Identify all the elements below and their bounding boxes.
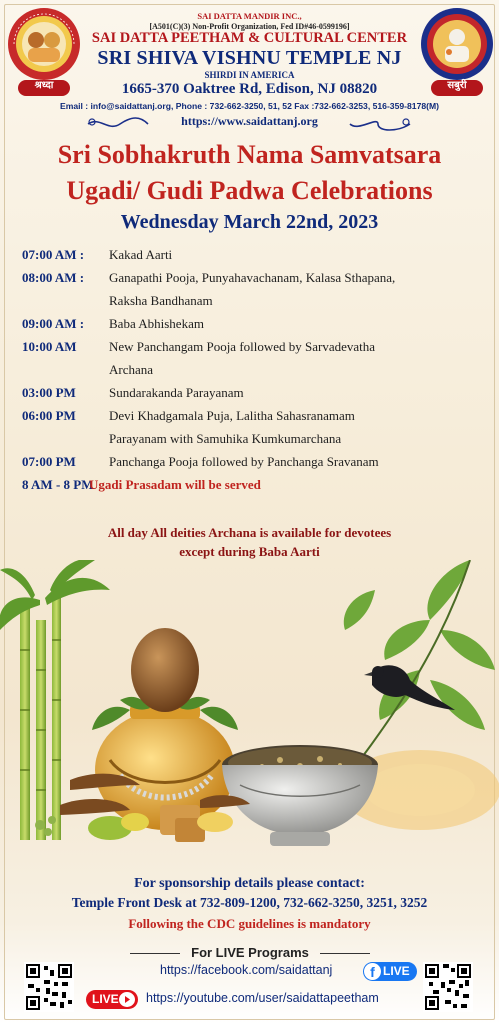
schedule-time: 8 AM - 8 PM <box>22 477 94 492</box>
qr-code-left-icon[interactable] <box>24 962 74 1012</box>
tagline: SHIRDI IN AMERICA <box>204 70 295 80</box>
schedule-event: Sundarakanda Parayanam <box>109 385 244 400</box>
schedule-event: Parayanam with Samuhika Kumkumarchana <box>109 431 342 446</box>
address: 1665-370 Oaktree Rd, Edison, NJ 08820 <box>121 81 378 97</box>
schedule-row <box>22 405 482 428</box>
schedule-event: Devi Khadgamala Puja, Lalitha Sahasranamam <box>109 408 355 423</box>
schedule-row <box>22 359 482 382</box>
schedule-row <box>22 428 482 451</box>
facebook-live-badge[interactable] <box>363 962 417 981</box>
schedule-time: 03:00 PM <box>22 385 76 400</box>
schedule-event: Ugadi Prasadam will be served <box>89 477 261 492</box>
schedule-time: 07:00 PM <box>22 454 76 469</box>
schedule-event: Kakad Aarti <box>109 247 173 262</box>
event-title-line1: Sri Sobhakruth Nama Samvatsara <box>57 140 442 169</box>
cdc-note: Following the CDC guidelines is mandatory <box>128 916 371 931</box>
note-line1: All day All deities Archana is available for devotees <box>107 525 392 540</box>
live-heading-text: For LIVE Programs <box>191 945 309 960</box>
schedule-time: 09:00 AM : <box>22 316 85 331</box>
schedule-event: Archana <box>109 362 154 377</box>
schedule-time: 10:00 AM <box>22 339 77 354</box>
badge-label: LIVE <box>92 992 119 1006</box>
youtube-live-badge[interactable] <box>86 990 138 1009</box>
youtube-link[interactable]: https://youtube.com/user/saidattapeetham <box>146 991 379 1005</box>
center-name: SAI DATTA PEETHAM & CULTURAL CENTER <box>91 30 408 46</box>
logo-left-label: श्रध्दा <box>34 80 54 91</box>
header <box>0 0 499 140</box>
org-name: SAI DATTA MANDIR INC., <box>197 11 302 21</box>
event-date: Wednesday March 22nd, 2023 <box>120 211 379 233</box>
badge-label: LIVE <box>383 964 410 978</box>
divider-line-left <box>130 953 180 954</box>
event-title-line2: Ugadi/ Gudi Padwa Celebrations <box>66 176 433 205</box>
schedule-row <box>22 290 482 313</box>
facebook-icon: f <box>364 963 381 980</box>
schedule-time: 06:00 PM <box>22 408 76 423</box>
schedule-row <box>22 382 482 405</box>
website-link[interactable]: https://www.saidattanj.org <box>181 114 318 128</box>
schedule-row <box>22 451 482 474</box>
schedule-event: Raksha Bandhanam <box>109 293 213 308</box>
ugadi-illustration <box>0 560 499 880</box>
facebook-link[interactable]: https://facebook.com/saidattanj <box>160 963 333 977</box>
schedule-row <box>22 336 482 359</box>
schedule-list <box>22 244 482 497</box>
live-programs-heading <box>130 945 370 960</box>
contact-phones: Temple Front Desk at 732-809-1200, 732-662-3250, 3251, 3252 <box>71 895 428 910</box>
archana-note <box>0 523 499 561</box>
scroll-ornament-right <box>348 114 412 134</box>
schedule-event: Panchanga Pooja followed by Panchanga Sravanam <box>109 454 379 469</box>
contact-heading: For sponsorship details please contact: <box>134 876 365 891</box>
legal-line: [A501(C)(3) Non-Profit Organization, Fed ID#46-0599196] <box>149 22 350 31</box>
schedule-row <box>22 313 482 336</box>
schedule-event: Baba Abhishekam <box>109 316 204 331</box>
schedule-event: Ganapathi Pooja, Punyahavachanam, Kalasa Sthapana, <box>109 270 396 285</box>
schedule-time: 08:00 AM : <box>22 270 85 285</box>
prasadam-row <box>22 474 482 497</box>
divider-line-right <box>320 953 370 954</box>
qr-code-right-icon[interactable] <box>423 962 473 1012</box>
temple-name: SRI SHIVA VISHNU TEMPLE NJ <box>97 47 402 69</box>
schedule-row <box>22 267 482 290</box>
schedule-time: 07:00 AM : <box>22 247 85 262</box>
logo-right-label: सबुरी <box>447 80 467 91</box>
youtube-play-icon <box>119 992 135 1007</box>
note-line2: except during Baba Aarti <box>179 544 320 559</box>
schedule-event: New Panchangam Pooja followed by Sarvadevatha <box>109 339 376 354</box>
sponsorship-contact <box>0 875 499 936</box>
schedule-row <box>22 244 482 267</box>
contact-line: Email : info@saidattanj.org, Phone : 732-662-3250, 51, 52 Fax :732-662-3253, 516-359-8178(M) <box>59 101 440 111</box>
